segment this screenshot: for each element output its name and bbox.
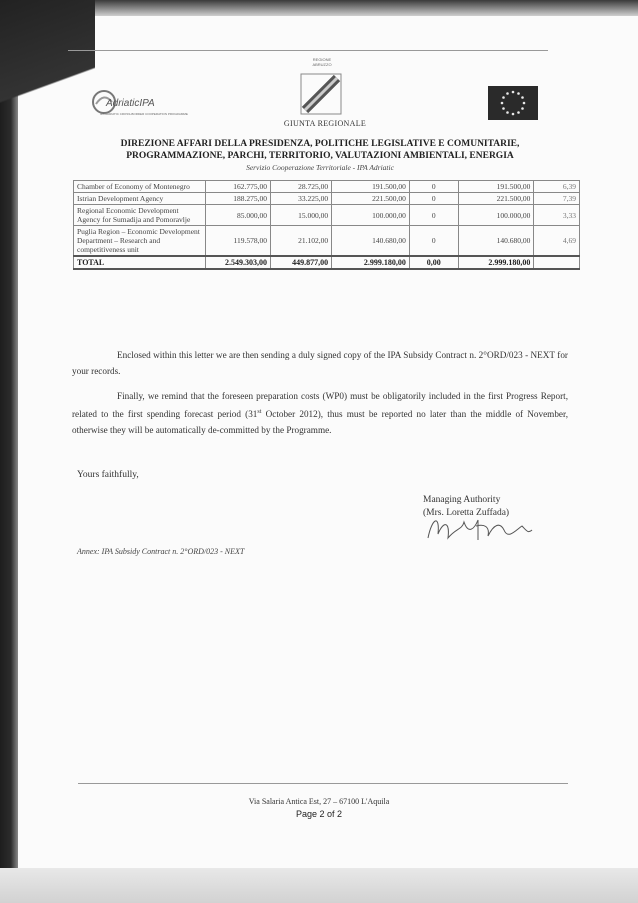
table-row (74, 193, 580, 205)
annex-note: Annex: IPA Subsidy Contract n. 2°ORD/023 - NEXT (77, 547, 245, 556)
cell-d: 0 (409, 193, 458, 205)
cell-e: 100.000,00 (458, 205, 534, 226)
paragraph-preparation-costs-part1: Finally, we remind that the foreseen preparation costs (WP0) must be obligatorily included in the first Progress Report, related to the first spending forecast period (31 (72, 391, 568, 420)
cell-b: 33.225,00 (270, 193, 331, 205)
table-total-row (74, 256, 580, 269)
cell-b: 15.000,00 (270, 205, 331, 226)
cell-e: 191.500,00 (458, 181, 534, 193)
footer-address: Via Salaria Antica Est, 27 – 67100 L'Aquila (248, 797, 390, 806)
total-a: 2.549.303,00 (205, 256, 270, 269)
regione-abruzzo-emblem-icon (297, 70, 345, 118)
total-empty-cell (534, 256, 580, 269)
cell-a: 119.578,00 (205, 226, 270, 257)
paragraph-preparation-costs (72, 388, 568, 438)
region-caption (292, 57, 352, 67)
signatory-role: Managing Authority (423, 495, 501, 505)
cell-e: 140.680,00 (458, 226, 534, 257)
scan-corner-shadow (0, 0, 95, 150)
partner-cell: Chamber of Economy of Montenegro (74, 181, 206, 193)
cell-a: 188.275,00 (205, 193, 270, 205)
total-e: 2.999.180,00 (458, 256, 534, 269)
partner-cell: Regional Economic Development Agency for Sumadija and Pomoravlje (74, 205, 206, 226)
giunta-regionale-label: GIUNTA REGIONALE (283, 119, 367, 128)
scan-shadow-top (0, 0, 638, 16)
cell-f: 4,69 (534, 226, 580, 257)
cell-b: 28.725,00 (270, 181, 331, 193)
total-d: 0,00 (409, 256, 458, 269)
eu-flag-icon (488, 86, 538, 120)
paragraph-enclosed-contract: Enclosed within this letter we are then sending a duly signed copy of the IPA Subsidy Contract n. 2°ORD/023 - NEXT for your records. (72, 350, 568, 376)
cell-a: 162.775,00 (205, 181, 270, 193)
cell-d: 0 (409, 181, 458, 193)
cell-e: 221.500,00 (458, 193, 534, 205)
total-b: 449.877,00 (270, 256, 331, 269)
cell-d: 0 (409, 226, 458, 257)
cell-c: 100.000,00 (332, 205, 410, 226)
cell-c: 140.680,00 (332, 226, 410, 257)
adriatic-logo-subtitle: IPA ADRIATIC CROSS-BORDER COOPERATION PROGRAMME (100, 112, 188, 116)
table-row (74, 181, 580, 193)
header-rule (68, 50, 548, 51)
cell-f: 6,39 (534, 181, 580, 193)
table-row (74, 205, 580, 226)
cell-f: 7,39 (534, 193, 580, 205)
partner-cell: Istrian Development Agency (74, 193, 206, 205)
region-caption-line2: ABRUZZO (312, 62, 332, 67)
cell-c: 221.500,00 (332, 193, 410, 205)
scan-shadow-bottom (0, 868, 638, 903)
cell-d: 0 (409, 205, 458, 226)
region-caption-line1: REGIONE (312, 57, 332, 62)
date-ordinal-suffix: st (257, 409, 262, 415)
department-title-line1: DIREZIONE AFFARI DELLA PRESIDENZA, POLITICHE LEGISLATIVE E COMUNITARIE, (120, 139, 520, 149)
cell-f: 3,33 (534, 205, 580, 226)
adriatic-logo-text: AdriaticIPA (106, 98, 155, 109)
footer-rule (78, 783, 568, 784)
page-number: Page 2 of 2 (295, 809, 343, 819)
cell-c: 191.500,00 (332, 181, 410, 193)
total-c: 2.999.180,00 (332, 256, 410, 269)
budget-table (73, 180, 580, 270)
cell-a: 85.000,00 (205, 205, 270, 226)
table-row (74, 226, 580, 257)
cell-b: 21.102,00 (270, 226, 331, 257)
closing-salutation: Yours faithfully, (77, 470, 139, 480)
department-service-line: Servizio Cooperazione Territoriale - IPA Adriatic (246, 163, 394, 172)
paragraph-preparation-costs-part2: October 2012), thus must be reported no later than the middle of November, otherwise they will be automatically de-committed by the Programme. (72, 409, 568, 436)
department-title-line2: PROGRAMMAZIONE, PARCHI, TERRITORIO, VALUTAZIONI AMBIENTALI, ENERGIA (126, 151, 514, 161)
handwritten-signature-icon (418, 500, 538, 550)
partner-cell: Puglia Region – Economic Development Department – Research and competitiveness unit (74, 226, 206, 257)
total-label: TOTAL (74, 256, 206, 269)
signatory-name: (Mrs. Loretta Zuffada) (423, 508, 510, 518)
